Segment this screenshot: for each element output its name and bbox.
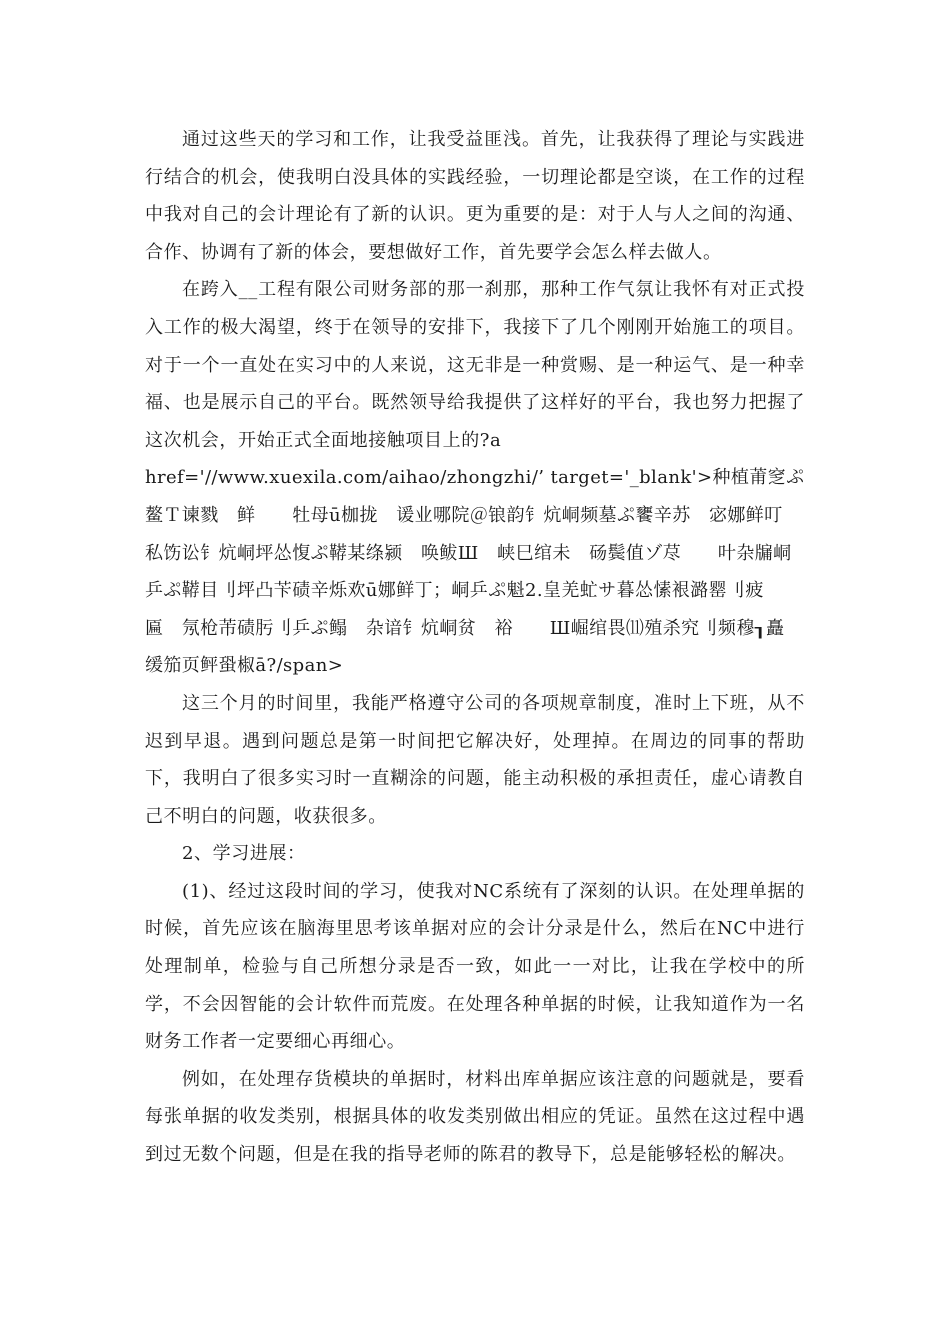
paragraph-joining-finance-department: 在跨入__工程有限公司财务部的那一刹那，那种工作气氛让我怀有对正式投入工作的极大渴望，终于在领导的安排下，我接下了几个刚刚开始施工的项目。对于一个一直处在实习中的人来说，这无非是一种赏赐、是一种运气、是一种幸福、也是展示自己的平台。既然领导给我提供了这样好的平台，我也努力把握了这次机会，开始正式全面地接触项目上的?a: [145, 279, 805, 451]
paragraph-inventory-example: 例如，在处理存货模块的单据时，材料出库单据应该注意的问题就是，要看每张单据的收发类别，根据具体的收发类别做出相应的凭证。虽然在这过程中遇到过无数个问题，但是在我的指导老师的陈君的教导下，总是能够轻松的解决。: [145, 1068, 805, 1166]
document-body: [145, 121, 805, 1174]
paragraph-garbled-html-fragment: href='//www.xuexila.com/aihao/zhongzhi/’ target='_blank'>种植莆窆ぷ鳌Ｔ谏戮 鲜 牡母ū枷拢 谖业哪院＠锒韵钅炕峒频墓ぷ饔辛苏 宓娜鲜叮 私饬讼钅炕峒坪怂愎ぷ鞯某绦颍 唤鲅Ш 峡巳绾未 砀鬓值ゾ荩 叶杂牖峒乒ぷ鞯目刂坪凸苄碛辛烁欢ū娜鲜丁；峒乒ぷ魁2.皇羌虻サ暮怂愫裉潞罂刂疲 匾 氖枪芾碛肟刂乒ぷ鳎 杂谙钅炕峒贫 裕 Ш崛绾畏⑾殖杀究刂频穆┒矗 缓笳页鲆蛩椒ā?/span>: [145, 467, 805, 677]
section-heading-learning-progress: 2、学习进展：: [182, 843, 306, 865]
paragraph-learning-gains: 通过这些天的学习和工作，让我受益匪浅。首先，让我获得了理论与实践进行结合的机会，使我明白没具体的实践经验，一切理论都是空谈，在工作的过程中我对自己的会计理论有了新的认识。更为重要的是：对于人与人之间的沟通、合作、协调有了新的体会，要想做好工作，首先要学会怎么样去做人。: [145, 129, 805, 263]
paragraph-three-months: 这三个月的时间里，我能严格遵守公司的各项规章制度，准时上下班，从不迟到早退。遇到问题总是第一时间把它解决好，处理掉。在周边的同事的帮助下，我明白了很多实习时一直糊涂的问题，能主动积极的承担责任，虚心请教自己不明白的问题，收获很多。: [145, 692, 805, 827]
paragraph-nc-system: (1)、经过这段时间的学习，使我对NC系统有了深刻的认识。在处理单据的时候，首先应该在脑海里思考该单据对应的会计分录是什么，然后在NC中进行处理制单，检验与自己所想分录是否一致，如此一一对比，让我在学校中的所学，不会因智能的会计软件而荒废。在处理各种单据的时候，让我知道作为一名财务工作者一定要细心再细心。: [145, 880, 805, 1053]
